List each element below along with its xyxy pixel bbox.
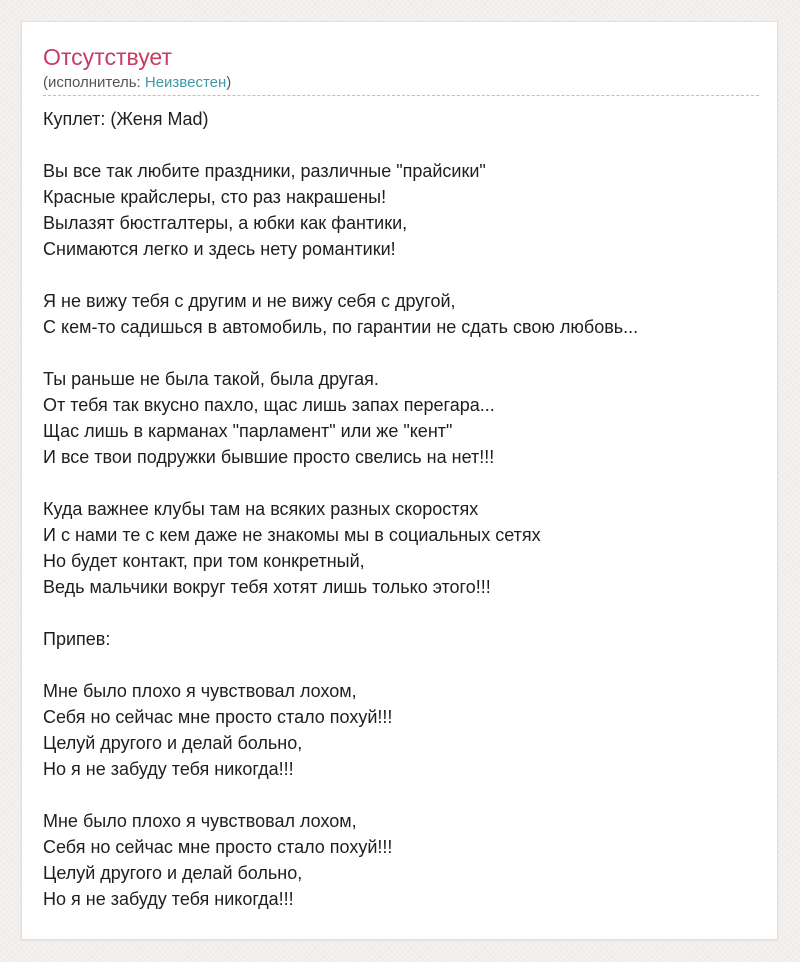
lyric-line: Себя но сейчас мне просто стало похуй!!! [43,707,393,727]
lyric-line: Красные крайслеры, сто раз накрашены! [43,187,387,207]
lyric-blank-line [43,470,759,496]
song-title: Отсутствует [43,44,172,70]
lyric-line: Себя но сейчас мне просто стало похуй!!! [43,837,393,857]
lyrics-text [43,106,759,912]
lyric-line: Куплет: (Женя Mad) [43,109,209,129]
artist-link[interactable]: Неизвестен [144,74,227,91]
artist-label: (исполнитель: [43,74,145,91]
lyric-line: Ведь мальчики вокруг тебя хотят лишь только этого!!! [43,577,491,597]
lyric-line: Но я не забуду тебя никогда!!! [43,889,294,909]
lyric-line: Щас лишь в карманах "парламент" или же "кент" [43,421,453,441]
lyric-line: Вылазят бюстгалтеры, а юбки как фантики, [43,213,408,233]
artist-line [43,73,231,93]
lyric-line: Целуй другого и делай больно, [43,733,303,753]
lyric-line: Целуй другого и делай больно, [43,863,303,883]
artist-label-close: ) [226,74,232,91]
lyric-blank-line [43,262,759,288]
song-header [43,43,759,96]
lyrics-card [21,21,778,940]
lyric-blank-line [43,600,759,626]
lyric-line: Куда важнее клубы там на всяких разных скоростях [43,499,479,519]
lyric-line: Снимаются легко и здесь нету романтики! [43,239,396,259]
lyric-line: От тебя так вкусно пахло, щас лишь запах перегара... [43,395,495,415]
lyric-blank-line [43,340,759,366]
lyric-line: Но я не забуду тебя никогда!!! [43,759,294,779]
lyric-line: Но будет контакт, при том конкретный, [43,551,365,571]
lyric-line: Мне было плохо я чувствовал лохом, [43,681,357,701]
lyric-blank-line [43,132,759,158]
lyric-line: И все твои подружки бывшие просто свелись на нет!!! [43,447,495,467]
lyric-line: И с нами те с кем даже не знакомы мы в социальных сетях [43,525,541,545]
lyric-line: Вы все так любите праздники, различные "прайсики" [43,161,486,181]
lyric-line: С кем-то садишься в автомобиль, по гарантии не сдать свою любовь... [43,317,639,337]
lyric-line: Я не вижу тебя с другим и не вижу себя с другой, [43,291,456,311]
lyric-line: Припев: [43,629,111,649]
lyric-blank-line [43,652,759,678]
lyric-line: Мне было плохо я чувствовал лохом, [43,811,357,831]
lyric-blank-line [43,782,759,808]
lyric-line: Ты раньше не была такой, была другая. [43,369,379,389]
